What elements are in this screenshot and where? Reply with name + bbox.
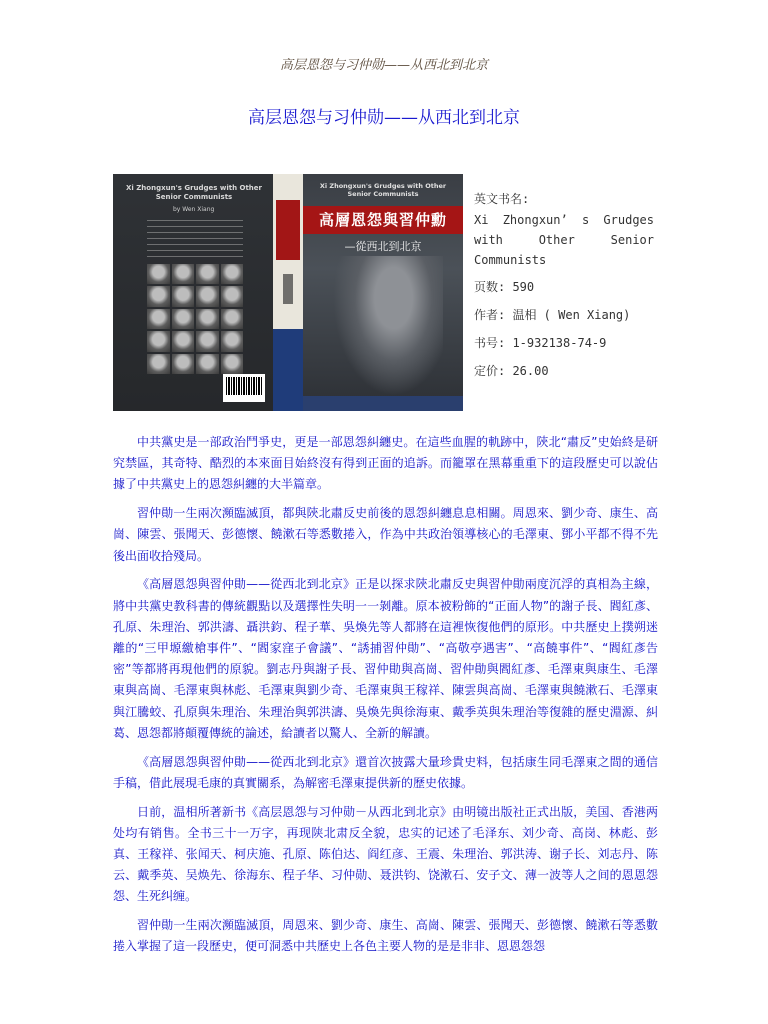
back-cover-blurb: [147, 220, 243, 260]
author: 作者: 温相 ( Wen Xiang): [474, 308, 631, 322]
paragraph: 《高層恩怨與習仲勛——從西北到北京》還首次披露大量珍貴史料，包括康生同毛澤東之間的通信手稿，借此展現毛康的真實關系，為解密毛澤東提供新的歷史依據。: [113, 754, 658, 790]
paragraph: 習仲勛一生兩次瀕臨滅頂，都與陝北肅反史前後的恩怨糾纏息息相關。周恩來、劉少奇、康生、高崗、陳雲、張聞天、彭德懷、饒漱石等悉數捲入，作為中共政治領導核心的毛澤東、鄧小平都不得不先後出面收拾殘局。: [113, 506, 658, 563]
book-cover-image: [113, 174, 463, 411]
english-title-line-2: with Other Senior: [474, 233, 654, 247]
english-title-line-3: Communists: [474, 253, 547, 267]
running-header: 高层恩怨与习仲勋——从西北到北京: [279, 58, 488, 73]
paragraph: 《高層恩怨與習仲勛——從西北到北京》正是以探求陝北肅反史與習仲勛兩度沉浮的真相為主線，將中共黨史教科書的傳統觀點以及選擇性失明一一剝離。原本被粉飾的“正面人物”的謝子長、閻紅彥、孔原、朱理治、郭洪濤、聶洪鈞、程子華、吳煥先等人都將在這裡恢復他們的原形。中共歷史上撲朔迷離的“三甲塬繳槍事件”、“閻家窪子會議”、“誘捕習仲勛”、“高敬亭遇害”、“高饒事件”、“閻紅彥告密”等都將再現他們的原貌。劉志丹與謝子長、習仲勛與高崗、習仲勛與閻紅彥、毛澤東與康生、毛澤東與高崗、毛澤東與林彪、毛澤東與劉少奇、毛澤東與王稼祥、陳雲與高崗、毛澤東與饒漱石、毛澤東與江騰蛟、孔原與朱理治、朱理治與郭洪濤、吳煥先與徐海東、戴季英與朱理治等復雜的歷史淵源、糾葛、恩怨都將顛覆傳統的論述，給讀者以驚人、全新的解讀。: [113, 577, 658, 740]
paragraph: 日前，温相所著新书《高层恩怨与习仲勋－从西北到北京》由明镜出版社正式出版，美国、香港两处均有销售。全书三十一万字，再现陕北肃反全貌，忠实的记述了毛泽东、刘少奇、高岗、林彪、彭真、王稼祥、张闻天、柯庆施、孔原、陈伯达、阎红彦、王震、朱理治、郭洪涛、谢子长、刘志丹、陈云、戴季英、吴焕先、徐海东、程子华、习仲勋、聂洪钧、饶漱石、安子文、薄一波等人之间的恩恩怨怨、生死纠缠。: [113, 804, 658, 904]
paragraph: 習仲勛一生兩次瀕臨滅頂，周恩來、劉少奇、康生、高崗、陳雲、張聞天、彭德懷、饒漱石等悉數捲入掌握了這一段歷史，便可洞悉中共歷史上各色主要人物的是是非非、恩恩怨怨: [113, 918, 658, 954]
front-cover-footer: [303, 396, 463, 411]
spine-publisher-band: [273, 329, 303, 411]
book-info: [474, 188, 654, 382]
front-cover-english-title: Xi Zhongxun's Grudges with Other Senior Communists: [319, 182, 447, 198]
front-cover-title: 高層恩怨與習仲勳: [303, 206, 463, 234]
article-body: [113, 432, 658, 965]
spine-title-band: [276, 200, 300, 260]
back-cover: [113, 174, 273, 411]
spine-author: [283, 274, 293, 304]
front-cover-subtitle: —從西北到北京: [344, 240, 422, 253]
isbn: 书号: 1-932138-74-9: [474, 336, 607, 350]
back-cover-author: by Wen Xiang: [173, 206, 215, 213]
paragraph: 中共黨史是一部政治鬥爭史，更是一部恩怨糾纏史。在這些血腥的軌跡中，陝北“肅反”史始終是研究禁區，其奇特、酷烈的本來面目始終沒有得到正面的追訴。而籠罩在黑幕重重下的這段歷史可以說佔據了中共黨史上的恩怨糾纏的大半篇章。: [113, 435, 658, 492]
book-spine: [273, 174, 303, 411]
back-cover-title: Xi Zhongxun's Grudges with Other Senior Communists: [126, 184, 262, 201]
front-cover: [303, 174, 463, 411]
barcode-icon: [223, 374, 265, 402]
english-title-label: 英文书名:: [474, 192, 530, 206]
portrait-grid: [147, 264, 243, 374]
front-cover-photo: [333, 256, 443, 396]
english-title-line-1: Xi Zhongxun’ s Grudges: [474, 213, 654, 227]
page-title: 高层恩怨与习仲勋——从西北到北京: [248, 108, 520, 128]
price: 定价: 26.00: [474, 364, 549, 378]
page-count: 页数: 590: [474, 280, 535, 294]
